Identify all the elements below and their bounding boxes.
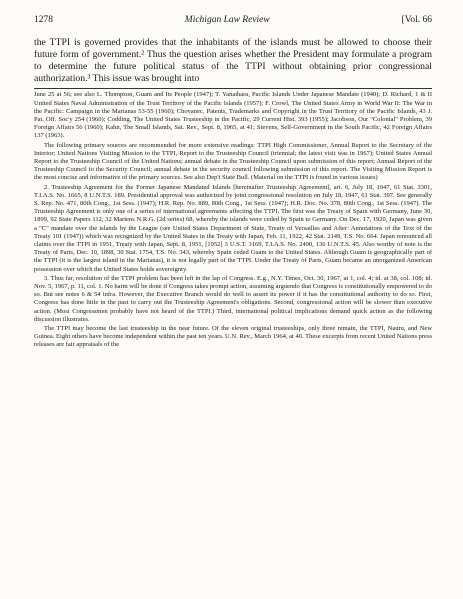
footnote-2: 2. Trusteeship Agreement for the Former Japanese Mandated Islands [hereinafter Trusteeship Agreement], art. 6, July 18, 1947, 61 Stat. 3301, T.I.A.S. No. 1665, 8 U.N.T.S. 189. Presidential approval was authorized by joint congressional resolution on July 18, 1947, 61 Stat. 397. See generally S. Rep. No. 471, 80th Cong., 1st Sess. (1947); H.R. Rep. No. 889, 80th Cong., 1st Sess. (1947); H.R. Doc. No. 378, 80th Cong., 1st Sess. (1947). The Trusteeship Agreement is only one of a series of international agreements affecting the TTPI. The first was the Treaty of Spain with Germany, June 30, 1899, 92 State Papers 112, 32 Martens N.R.G. (2d series) 68, whereby the islands were ceded by Spain to Germany. On Dec. 17, 1920, Japan was given a "C" mandate over the islands by the League (see United States Department of State, Treaty of Versailles and After: Annotations of the Text of the Treaty 101 (1947)) which was recognized by the United States in the Treaty with Japan, Feb. 11, 1922, 42 Stat. 2149, T.S. No. 664. Japan renounced all claims over the TTPI in 1951, Treaty with Japan, Sept. 8, 1951, [1952] 3 U.S.T. 3169, T.I.A.S. No. 2490, 136 U.N.T.S. 45. Also worthy of note is the Treaty of Paris, Dec. 10, 1898, 30 Stat. 1754, T.S. No. 343, whereby Spain ceded Guam to the United States. Although Guam is geographically part of the TTPI (it is the largest island in the Marianas), it is not legally part of the TTPI. Under the Treaty of Paris, Guam became an unorganized American possession over which the United States holds sovereignty.: [34, 183, 432, 273]
footnotes: [34, 142, 432, 350]
volume-label: [Vol. 66: [401, 15, 432, 25]
footnote-3-continued: The TTPI may become the last trusteeship in the near future. Of the eleven original trusteeships, only three remain, the TTPI, Nauru, and New Guinea. Eight others have become independent within the past ten years. U.N. Rev., March 1964, at 40. These excerpts from recent United Nations press releases are fair appraisals of the: [34, 325, 432, 349]
footnote-rule: [34, 88, 432, 89]
footnote-1-continuation: [34, 91, 432, 140]
body-paragraph: the TTPI is governed provides that the inhabitants of the islands must be allowed to choose their future form of government.² Thus the question arises whether the President may formulate a program to determine the future political status of the TTPI without obtaining prior congressional authorization.³ This issue was brought into: [34, 37, 432, 85]
footnote-3: 3. Thus far, resolution of the TTPI problem has been left in the lap of Congress. E.g., N.Y. Times, Oct. 30, 1967, at 1, col. 4; id. at 38, col. 108; id. Nov. 5, 1967, p. 11, col. 1. No harm will be done if Congress takes prompt action, assuming arguendo that Congress is constitutionally empowered to do so. But see notes 6 & 54 infra. However, the Executive Branch would do well to assert its power if it has the constitutional authority to do so. First, Congress has done little in the past to carry out the Trusteeship Agreement's obligations. Second, congressional action will be slower than executive action. (Most Congressmen probably have not heard of the TTPI.) Third, international political implications demand quick action as the following discussion illustrates.: [34, 274, 432, 323]
footnote-1-sources: The following primary sources are recommended for more extensive readings: TTPI High Commissioner, Annual Report to the Secretary of the Interior; United Nations Visiting Mission to the TTPI, Report to the Trusteeship Council (triennial; the latest visit was in 1967); United States Annual Report to the Trusteeship Council of the United Nations; annual debate in the Trusteeship Council upon submission of this report; Annual Report of the Trusteeship Council to the Security Council; annual debate in the security council following submission of this report. The Visiting Mission Report is the most concise and informative of the primary sources. See also Dep't State Bull. (Material on the TTPI is found in various issues): [34, 141, 432, 182]
running-head: [34, 15, 432, 29]
footnote-1-text: June 25 at 56; see also L. Thompson, Guam and Its People (1947); T. Yanaihara, Pacific Islands Under Japanese Mandate (1940); D. Richard, 1 & II United States Naval Administration of the Trust Territory of the Pacific Islands (1957); F. Crowl, The United States Army in World War II: The War in the Pacific: Campaign in the Marianas 53-55 (1960); Chovanec, Patents, Trademarks and Copyright in the Trust Territory of the Pacific Islands, 43 J. Pat. Off. Soc'y 254 (1960); Codding, The United States Trusteeship in the Pacific, 29 Current Hist. 393 (1955); Jacobson, Our "Colonial" Problem, 39 Foreign Affairs 56 (1960); Kahn, The Small Islands, Sat. Rev., Sept. 8, 1965, at 41; Stevens, Self-Government in the South Pacific, 42 Foreign Affairs 137 (1963).: [34, 91, 432, 140]
page-number: 1278: [34, 15, 53, 25]
journal-title: Michigan Law Review: [184, 15, 270, 25]
